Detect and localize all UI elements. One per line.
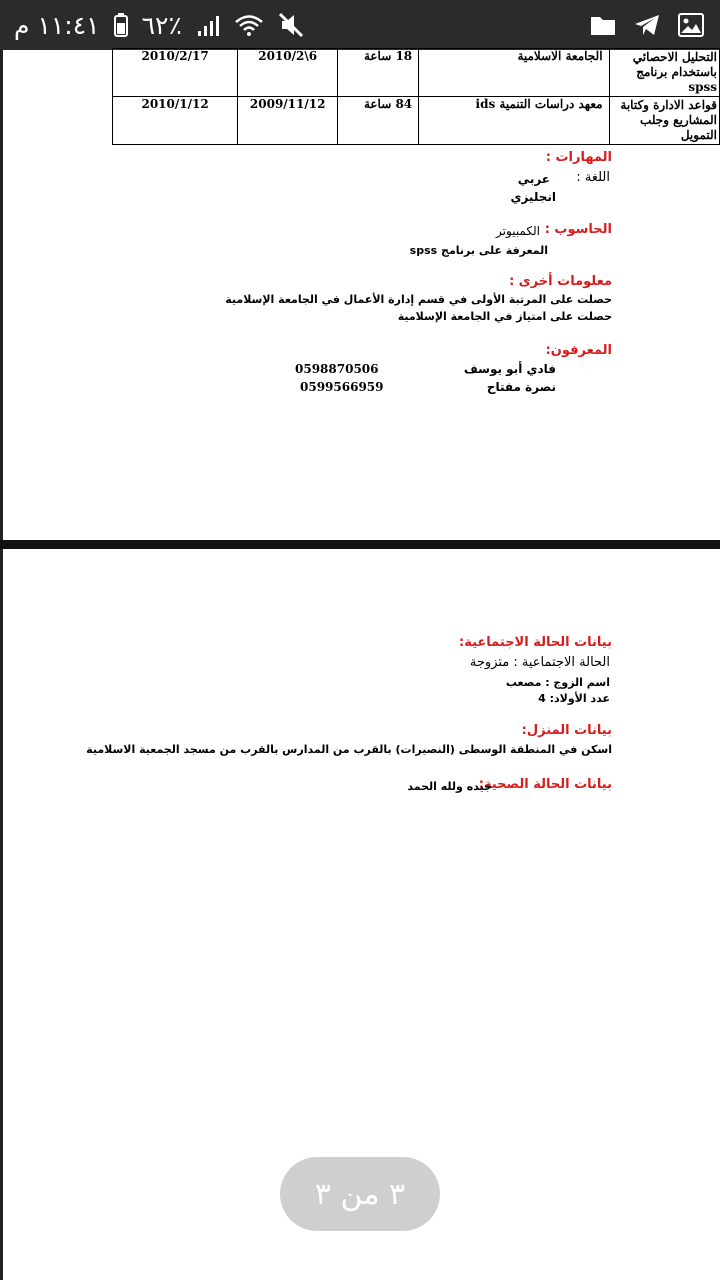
table-cell: 84 ساعة xyxy=(338,97,419,145)
table-cell: معهد دراسات التنمية ids xyxy=(419,97,609,145)
table-cell: الجامعة الاسلامية xyxy=(419,49,609,97)
table-row xyxy=(113,97,720,145)
courses-table xyxy=(112,48,720,145)
table-cell: 18 ساعة xyxy=(338,49,419,97)
social-children: عدد الأولاد: 4 xyxy=(538,692,610,705)
table-cell: التحليل الاحصائي باستخدام برنامج spss xyxy=(609,49,719,97)
language-label: اللغة : xyxy=(576,170,610,185)
residence-line: اسكن في المنطقة الوسطى (النصيرات) بالقرب من المدارس بالقرب من مسجد الجمعية الاسلامية xyxy=(86,743,612,756)
table-cell: 2010/2/17 xyxy=(113,49,238,97)
battery-icon xyxy=(114,13,128,37)
table-cell: 2010/2\6 xyxy=(238,49,338,97)
social-spouse: اسم الزوج : مصعب xyxy=(505,676,610,689)
computer-value: الكمبيوتر xyxy=(496,224,540,238)
clock: ١١:٤١ م xyxy=(14,10,100,40)
reference-name: نصرة مفتاح xyxy=(486,380,556,394)
social-status: الحالة الاجتماعية : متزوجة xyxy=(469,655,610,670)
signal-icon xyxy=(196,13,220,37)
reference-name: فادي أبو يوسف xyxy=(463,362,556,376)
page-indicator: ٣ من ٣ xyxy=(280,1157,440,1231)
status-right xyxy=(590,0,704,50)
other-info-heading: معلومات أخرى : xyxy=(509,274,612,289)
table-cell: 2009/11/12 xyxy=(238,97,338,145)
residence-heading: بيانات المنزل: xyxy=(521,723,612,738)
wifi-icon xyxy=(234,13,264,37)
other-info-line: حصلت على المرتبة الأولى في قسم إدارة الأعمال في الجامعة الإسلامية xyxy=(225,293,612,306)
other-info-line: حصلت على امتياز في الجامعة الإسلامية xyxy=(397,310,612,323)
gallery-icon xyxy=(678,13,704,37)
page-separator xyxy=(0,540,720,549)
language-item: عربي xyxy=(517,172,550,186)
computer-label: الحاسوب : xyxy=(544,222,612,237)
mute-icon xyxy=(278,12,304,38)
table-row xyxy=(113,49,720,97)
telegram-icon xyxy=(634,14,660,36)
reference-phone: 0598870506 xyxy=(295,362,379,376)
references-heading: المعرفون: xyxy=(545,343,612,358)
social-heading: بيانات الحالة الاجتماعية: xyxy=(459,635,612,650)
health-heading: بيانات الحالة الصحية: xyxy=(478,777,612,792)
battery-percent: ٦٢٪ xyxy=(141,10,182,40)
table-cell: قواعد الادارة وكتابة المشاريع وجلب التمويل xyxy=(609,97,719,145)
status-left xyxy=(14,0,304,50)
status-bar xyxy=(0,0,720,50)
health-value: جيده ولله الحمد xyxy=(407,780,492,793)
reference-phone: 0599566959 xyxy=(300,380,384,394)
language-item: انجليزي xyxy=(510,190,556,204)
computer-detail: المعرفة على برنامج spss xyxy=(409,244,548,257)
table-cell: 2010/1/12 xyxy=(113,97,238,145)
skills-heading: المهارات : xyxy=(545,150,612,165)
folder-icon xyxy=(590,14,616,36)
document-page[interactable] xyxy=(0,50,720,540)
